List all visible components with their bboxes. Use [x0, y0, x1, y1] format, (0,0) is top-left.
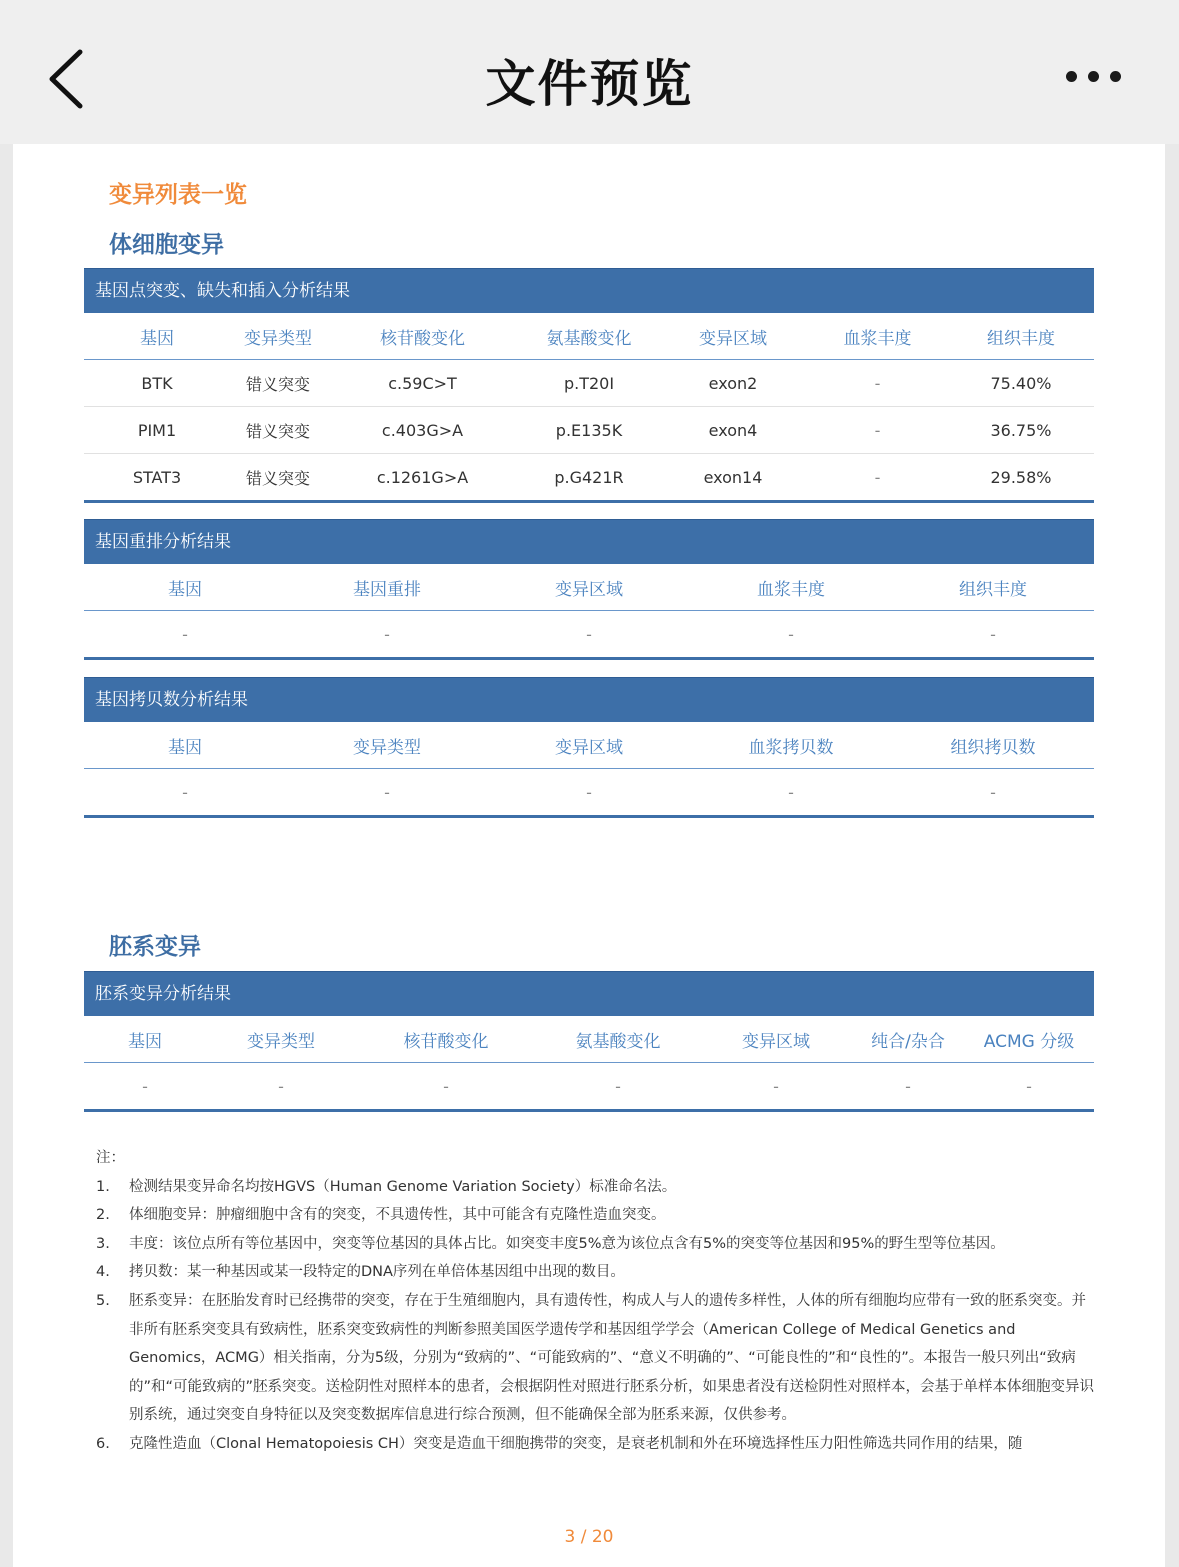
table-cell: p.G421R — [554, 467, 624, 487]
table-cell: - — [773, 1076, 779, 1096]
note-item — [96, 1230, 1096, 1259]
table-cell: - — [990, 782, 996, 802]
table-header-row — [84, 1016, 1094, 1063]
column-header: 氨基酸变化 — [546, 328, 632, 349]
section-title: 变异列表一览 — [109, 182, 247, 208]
column-header: 变异类型 — [244, 328, 312, 349]
column-header: 变异区域 — [555, 737, 623, 758]
notes-label: 注： — [96, 1150, 125, 1166]
table-cell: - — [788, 624, 794, 644]
note-item — [96, 1258, 1096, 1287]
table-cell: - — [182, 624, 188, 644]
table-cell: STAT3 — [132, 467, 182, 487]
column-header: 核苷酸变化 — [380, 328, 465, 349]
note-text: 胚系变异：在胚胎发育时已经携带的突变，存在于生殖细胞内，具有遗传性，构成人与人的遗传多样性，人体的所有细胞均应带有一致的胚系突变。并非所有胚系突变具有致病性，胚系突变致病性的判断参照美国医学遗传学和基因组学学会（American College of Medical Genetics and Genomics，ACMG）相关指南，分为5级，分别为“致病的”、“可能致病的”、“意义不明确的”、“可能良性的”和“良性的”。本报告一般只列出“致病的”和“可能致病的”胚系突变。送检阴性对照样本的患者，会根据阴性对照进行胚系分析，如果患者没有送检阴性对照样本，会基于单样本体细胞变异识别系统，通过突变自身特征以及突变数据库信息进行综合预测，但不能确保全部为胚系来源，仅供参考。 — [129, 1292, 1095, 1424]
column-header: 变异类型 — [353, 737, 421, 758]
note-number: 2. — [96, 1207, 110, 1224]
notes-list — [96, 1173, 1096, 1459]
note-text: 体细胞变异：肿瘤细胞中含有的突变，不具遗传性，其中可能含有克隆性造血突变。 — [129, 1207, 666, 1224]
more-dot-icon — [1110, 71, 1121, 82]
column-header: 变异区域 — [555, 579, 623, 600]
table-cell: exon2 — [708, 373, 758, 393]
column-header: 血浆拷贝数 — [748, 737, 834, 758]
column-header: ACMG 分级 — [983, 1031, 1075, 1052]
table-cell: c.59C>T — [388, 373, 457, 393]
table-title: 基因重排分析结果 — [84, 519, 1094, 564]
table-cell: - — [874, 467, 881, 487]
germline-title: 胚系变异 — [109, 934, 201, 960]
column-header: 基因 — [168, 579, 202, 600]
table-cell: - — [874, 420, 881, 440]
table-cell: 29.58% — [990, 467, 1052, 487]
note-number: 3. — [96, 1235, 110, 1252]
table-cell: 错义突变 — [245, 421, 310, 441]
document-page[interactable] — [13, 144, 1165, 1567]
table-cell: c.403G>A — [381, 420, 464, 440]
table-cell: - — [142, 1076, 148, 1096]
table-cell: - — [384, 624, 390, 644]
table-cell: BTK — [141, 373, 173, 393]
note-number: 5. — [96, 1292, 110, 1309]
table-title: 基因拷贝数分析结果 — [84, 677, 1094, 722]
table-title: 基因点突变、缺失和插入分析结果 — [84, 268, 1094, 313]
table-cell: - — [586, 624, 592, 644]
table-cell: - — [788, 782, 794, 802]
table-cell: p.E135K — [555, 420, 623, 440]
note-item — [96, 1287, 1096, 1430]
page-title: 文件预览 — [485, 55, 694, 113]
notes-section — [96, 1144, 1096, 1459]
table-cell: - — [443, 1076, 449, 1096]
top-navigation-bar — [0, 0, 1179, 144]
column-header: 纯合/杂合 — [871, 1031, 945, 1052]
note-number: 6. — [96, 1435, 110, 1452]
table-header-row — [84, 313, 1094, 360]
note-item — [96, 1430, 1096, 1459]
column-header: 变异类型 — [247, 1031, 315, 1052]
table-cell: c.1261G>A — [376, 467, 469, 487]
table-cell: - — [1026, 1076, 1032, 1096]
table-cell: 75.40% — [990, 373, 1052, 393]
table-header-row — [84, 564, 1094, 611]
column-header: 基因 — [140, 328, 174, 349]
table-cell: exon14 — [703, 467, 763, 487]
germline-table — [84, 971, 1094, 1112]
table-cell: - — [874, 373, 881, 393]
table-row — [84, 611, 1094, 660]
column-header: 组织丰度 — [987, 328, 1055, 349]
rearrange-table — [84, 519, 1094, 660]
column-header: 变异区域 — [742, 1031, 810, 1052]
column-header: 基因 — [168, 737, 202, 758]
table-cell: PIM1 — [137, 420, 177, 440]
table-cell: - — [615, 1076, 621, 1096]
column-header: 变异区域 — [699, 328, 767, 349]
table-row — [84, 454, 1094, 503]
cnv-table — [84, 677, 1094, 818]
note-text: 克隆性造血（Clonal Hematopoiesis CH）突变是造血干细胞携带的突变，是衰老机制和外在环境选择性压力阳性筛选共同作用的结果，随 — [129, 1435, 1023, 1452]
more-dot-icon — [1066, 71, 1077, 82]
table-cell: - — [990, 624, 996, 644]
column-header: 血浆丰度 — [843, 328, 912, 349]
column-header: 组织拷贝数 — [950, 737, 1036, 758]
column-header: 核苷酸变化 — [403, 1031, 489, 1052]
note-text: 拷贝数：某一种基因或某一段特定的DNA序列在单倍体基因组中出现的数目。 — [129, 1264, 625, 1281]
table-row — [84, 407, 1094, 454]
table-cell: 错义突变 — [245, 468, 310, 488]
table-cell: - — [182, 782, 188, 802]
table-cell: - — [278, 1076, 284, 1096]
column-header: 氨基酸变化 — [575, 1031, 661, 1052]
more-dot-icon — [1088, 71, 1099, 82]
page-indicator: 3 / 20 — [564, 1527, 614, 1547]
table-row — [84, 1063, 1094, 1112]
table-row — [84, 769, 1094, 818]
table-row — [84, 360, 1094, 407]
more-options-button[interactable] — [1058, 62, 1130, 92]
somatic-title: 体细胞变异 — [109, 232, 224, 258]
column-header: 血浆丰度 — [757, 579, 825, 600]
column-header: 组织丰度 — [959, 579, 1027, 600]
column-header: 基因重排 — [353, 579, 421, 600]
snv-table — [84, 268, 1094, 503]
table-cell: exon4 — [708, 420, 758, 440]
table-cell: 36.75% — [990, 420, 1052, 440]
note-text: 检测结果变异命名均按HGVS（Human Genome Variation Society）标准命名法。 — [129, 1178, 677, 1195]
table-cell: - — [586, 782, 592, 802]
note-number: 1. — [96, 1178, 110, 1195]
table-cell: p.T20I — [563, 373, 615, 393]
table-cell: 错义突变 — [245, 374, 310, 394]
note-item — [96, 1173, 1096, 1202]
note-number: 4. — [96, 1264, 110, 1281]
table-cell: - — [384, 782, 390, 802]
table-cell: - — [905, 1076, 911, 1096]
table-header-row — [84, 722, 1094, 769]
column-header: 基因 — [128, 1031, 162, 1052]
note-item — [96, 1201, 1096, 1230]
table-title: 胚系变异分析结果 — [84, 971, 1094, 1016]
note-text: 丰度：该位点所有等位基因中，突变等位基因的具体占比。如突变丰度5%意为该位点含有5%的突变等位基因和95%的野生型等位基因。 — [129, 1235, 1005, 1252]
